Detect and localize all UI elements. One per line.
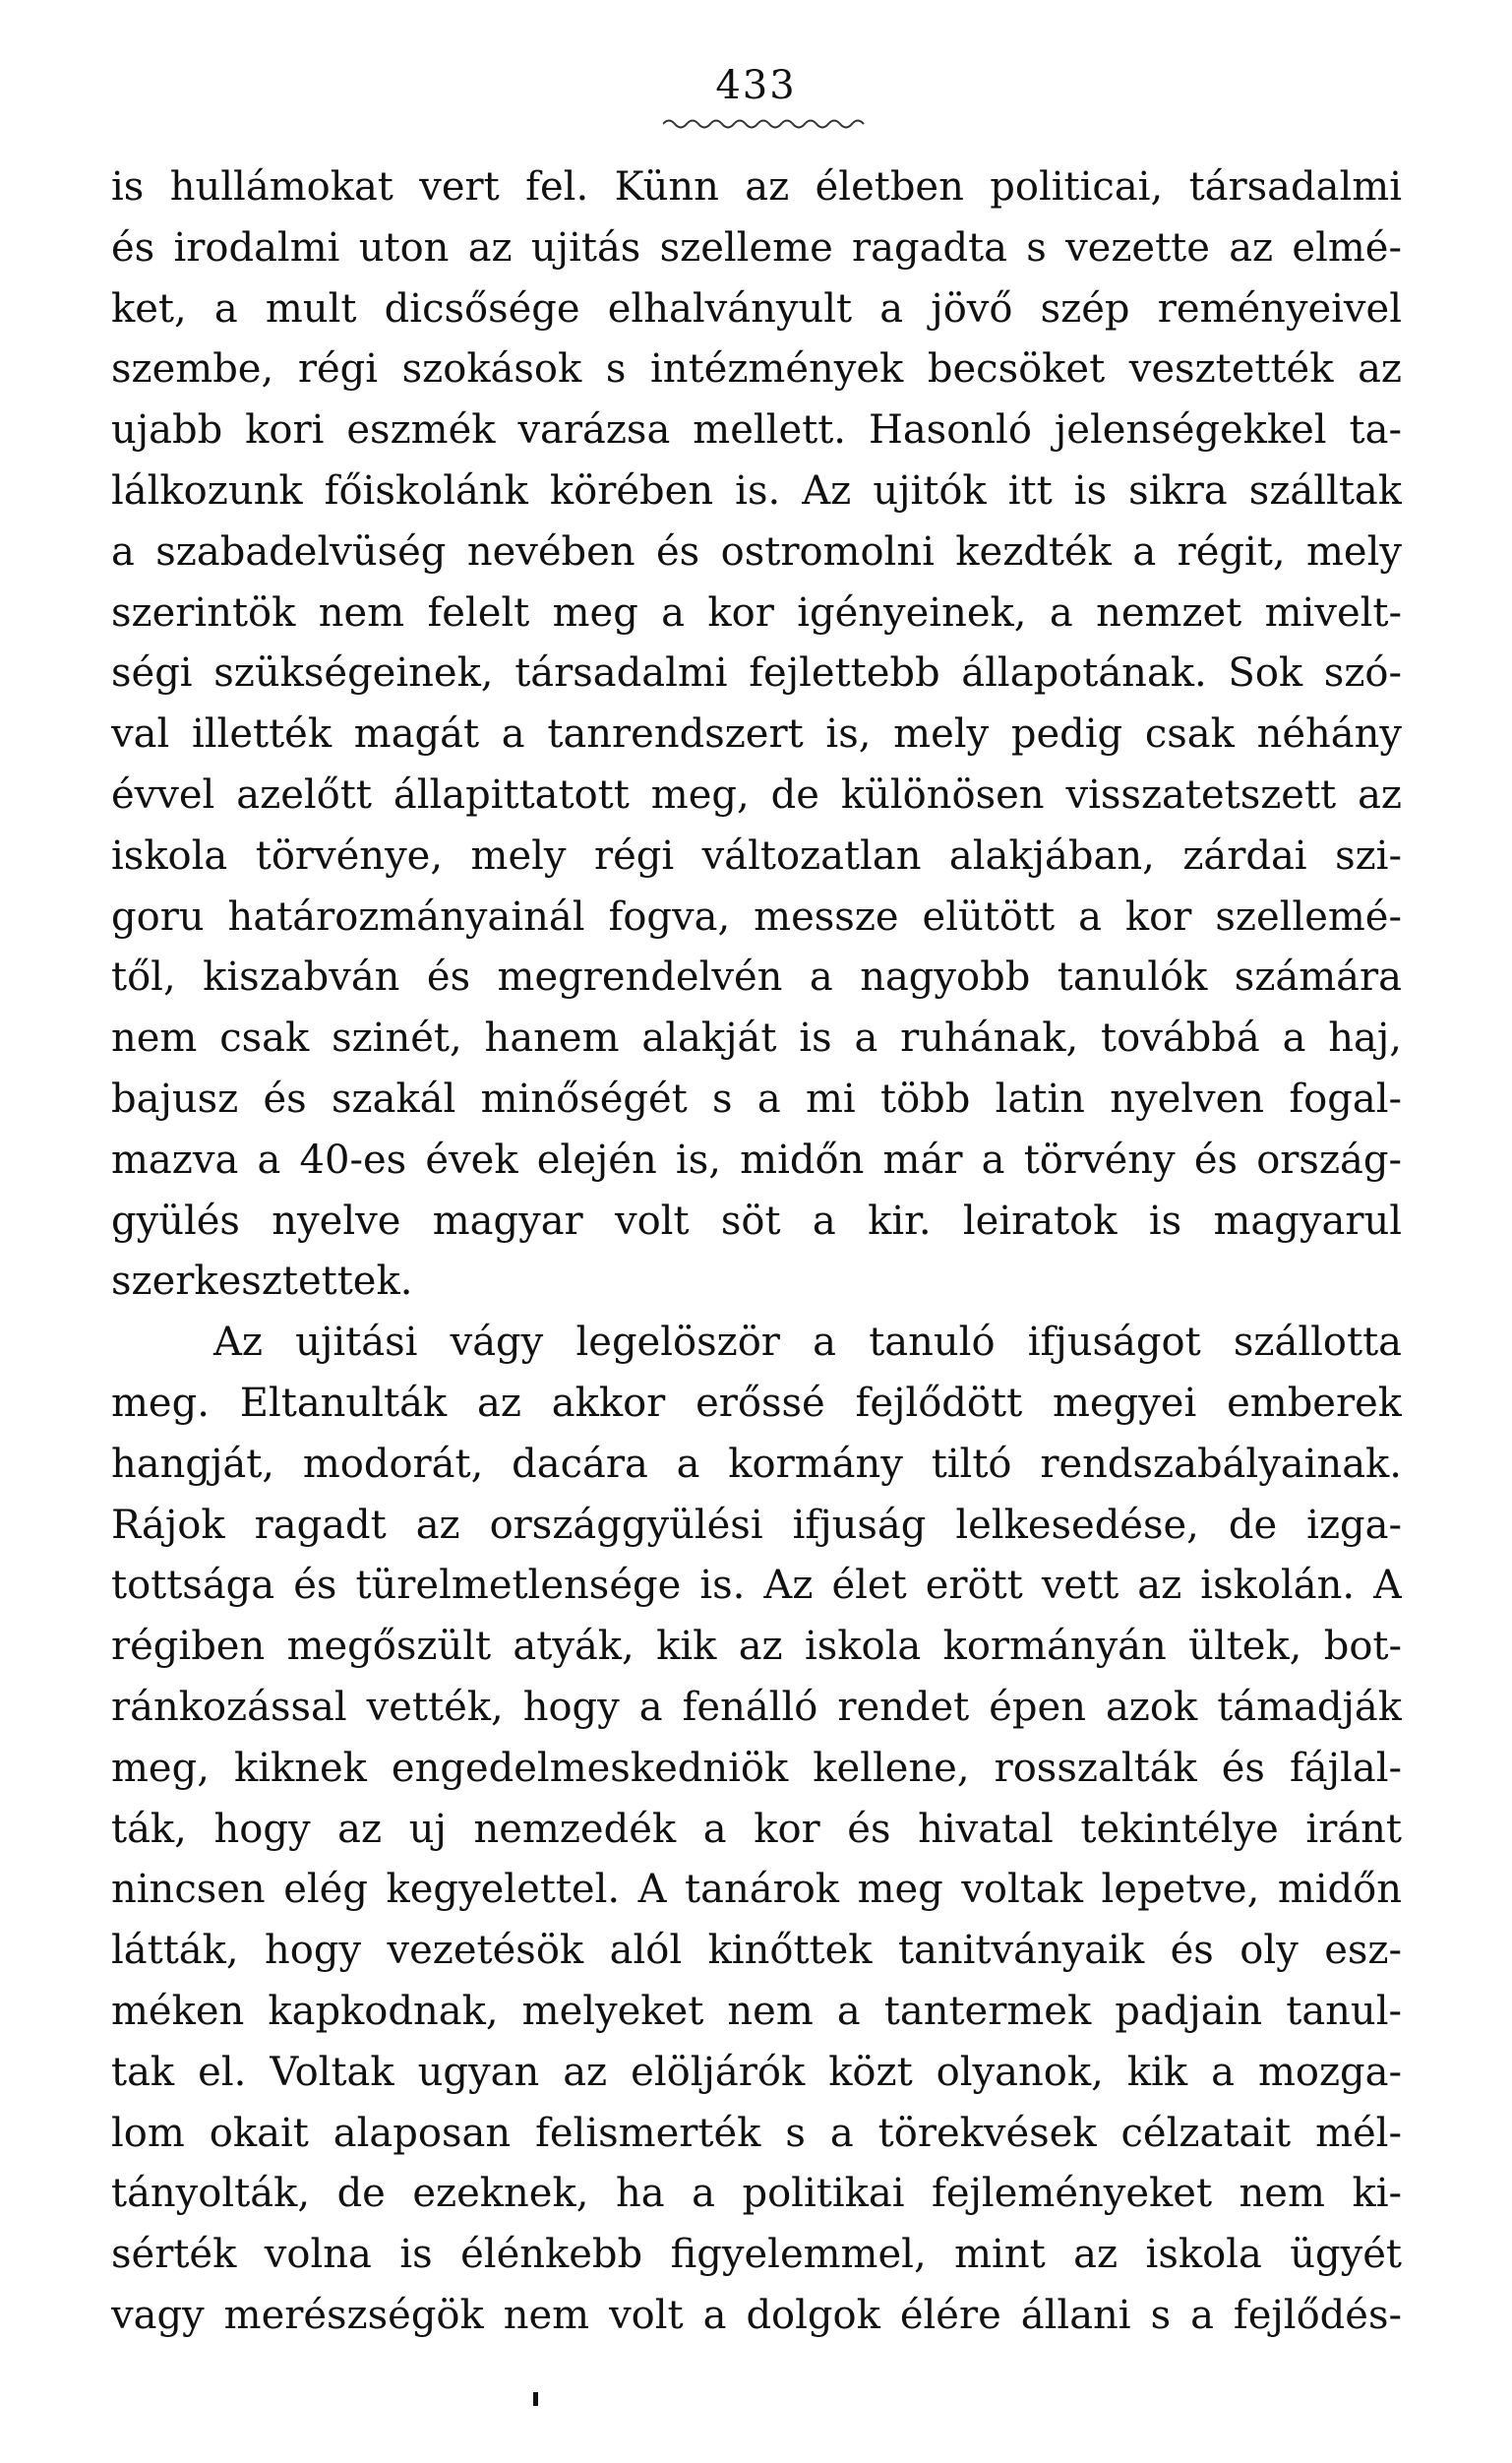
text-line: régiben megőszült atyák, kik az iskola kormányán ültek, bot- <box>111 1624 1402 1670</box>
text-line: és irodalmi uton az ujitás szelleme ragadta s vezette az elmé- <box>111 224 1402 271</box>
text-line: nem csak szinét, hanem alakját is a ruhának, továbbá a haj, <box>111 1016 1402 1062</box>
text-line: szembe, régi szokások s intézmények becsöket vesztették az <box>111 346 1402 393</box>
text-line: is hullámokat vert fel. Künn az életben politicai, társadalmi <box>111 164 1402 210</box>
page-number: 433 <box>715 63 797 108</box>
text-line: évvel azelőtt állapittatott meg, de különösen visszatetszett az <box>111 771 1402 818</box>
text-line: vagy merészségök nem volt a dolgok élére állani s a fejlődés- <box>111 2292 1402 2338</box>
text-line: meg. Eltanulták az akkor erőssé fejlődött megyei emberek <box>111 1380 1402 1426</box>
text-line: Rájok ragadt az országgyülési ifjuság lelkesedése, de izga- <box>111 1502 1402 1548</box>
text-line: lálkozunk főiskolánk körében is. Az ujitók itt is sikra szálltak <box>111 467 1402 514</box>
text-line: goru határozmányainál fogva, messze elütött a kor szellemé- <box>111 893 1402 940</box>
text-line: tottsága és türelmetlensége is. Az élet erött vett az iskolán. A <box>111 1563 1402 1609</box>
text-line: tányolták, de ezeknek, ha a politikai fejleményeket nem ki- <box>111 2171 1402 2217</box>
text-line: mazva a 40-es évek elején is, midőn már a törvény és ország- <box>111 1137 1402 1183</box>
page-number-ornament <box>663 116 870 130</box>
text-line: ket, a mult dicsősége elhalványult a jövő szép reményeivel <box>111 285 1402 332</box>
text-line: iskola törvénye, mely régi változatlan alakjában, zárdai szi- <box>111 832 1402 879</box>
text-line: nincsen elég kegyelettel. A tanárok meg voltak lepetve, midőn <box>111 1867 1402 1913</box>
text-line: ujabb kori eszmék varázsa mellett. Hasonló jelenségekkel ta- <box>111 407 1402 454</box>
text-line: ségi szükségeinek, társadalmi fejlettebb állapotának. Sok szó- <box>111 650 1402 697</box>
text-line: szerintök nem felelt meg a kor igényeinek, a nemzet mivelt- <box>111 589 1402 636</box>
text-line: tak el. Voltak ugyan az elöljárók közt olyanok, kik a mozga- <box>111 2049 1402 2095</box>
print-speck <box>533 2392 538 2406</box>
text-line: a szabadelvüség nevében és ostromolni kezdték a régit, mely <box>111 528 1402 575</box>
text-line: bajusz és szakál minőségét s a mi több latin nyelven fogal- <box>111 1076 1402 1122</box>
paragraph-end-line: szerkesztettek. <box>111 1259 413 1305</box>
text-line: gyülés nyelve magyar volt söt a kir. leiratok is magyarul <box>111 1198 1402 1244</box>
text-line: méken kapkodnak, melyeket nem a tantermek padjain tanul- <box>111 1988 1402 2034</box>
text-line: ták, hogy az uj nemzedék a kor és hivatal tekintélye iránt <box>111 1806 1402 1852</box>
text-line: meg, kiknek engedelmeskedniök kellene, rosszalták és fájlal- <box>111 1745 1402 1791</box>
text-line: val illették magát a tanrendszert is, mely pedig csak néhány <box>111 711 1402 758</box>
text-line: látták, hogy vezetésök alól kinőttek tanitványaik és oly esz- <box>111 1928 1402 1974</box>
text-line: lom okait alaposan felismerték s a törekvések célzatait mél- <box>111 2110 1402 2156</box>
paragraph-start-line: Az ujitási vágy legelöször a tanuló ifjuságot szállotta <box>213 1320 1402 1366</box>
text-line: től, kiszabván és megrendelvén a nagyobb tanulók számára <box>111 954 1402 1001</box>
text-line: ránkozással vették, hogy a fenálló rendet épen azok támadják <box>111 1684 1402 1730</box>
text-line: sérték volna is élénkebb figyelemmel, mint az iskola ügyét <box>111 2232 1402 2278</box>
text-line: hangját, modorát, dacára a kormány tiltó rendszabályainak. <box>111 1441 1402 1487</box>
body-text <box>111 157 1402 2347</box>
